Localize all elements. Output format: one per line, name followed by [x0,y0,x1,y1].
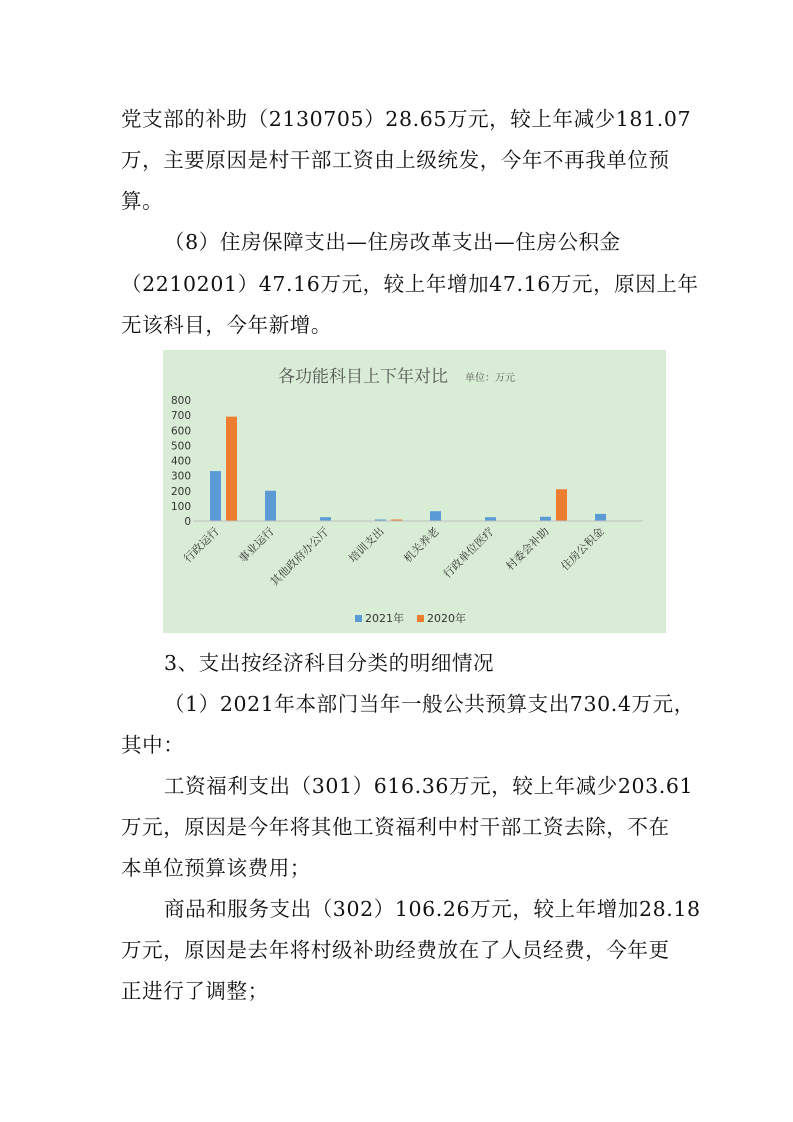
paragraph-line: 万元，原因是去年将村级补助经费放在了人员经费，今年更 [121,938,670,962]
x-tick-label: 机关养老 [401,524,442,566]
bar-series2 [556,489,567,521]
paragraph-line: （8）住房保障支出—住房改革支出—住房公积金 [164,230,621,254]
bar-series1 [320,517,331,521]
x-tick-label: 村委会补助 [503,524,552,574]
x-tick-label: 培训支出 [346,524,387,566]
bar-series1 [430,511,441,521]
bar-series1 [485,517,496,521]
chart-legend [355,611,466,625]
chart-bars [210,417,606,521]
chart-unit-note: 单位：万元 [465,373,515,384]
y-tick-label: 300 [170,470,191,483]
paragraph-line: 党支部的补助（2130705）28.65万元，较上年减少181.07 [121,107,692,131]
x-tick-label: 行政运行 [181,524,222,566]
paragraph-line: 商品和服务支出（302）106.26万元，较上年增加28.18 [164,897,701,921]
paragraph-line: （1）2021年本部门当年一般公共预算支出730.4万元， [164,692,695,716]
legend-label: 2020年 [427,612,466,625]
paragraph-line: 正进行了调整； [121,979,269,1003]
legend-label: 2021年 [365,612,404,625]
x-tick-label: 其他政府办公厅 [267,524,332,589]
section-heading: 3、支出按经济科目分类的明细情况 [164,651,495,675]
paragraph-line: 本单位预算该费用； [121,856,311,880]
bar-series1 [210,471,221,521]
bar-chart [163,350,666,633]
y-tick-label: 0 [184,516,191,528]
bar-series1 [595,514,606,521]
paragraph-line: （2210201）47.16万元，较上年增加47.16万元，原因上年 [121,272,699,296]
y-tick-label: 800 [170,395,191,407]
x-axis-categories [181,524,607,588]
y-tick-label: 600 [170,425,191,438]
bar-series1 [540,517,551,521]
legend-swatch [417,615,424,622]
x-tick-label: 住房公积金 [558,524,607,574]
x-tick-label: 事业运行 [236,524,277,566]
y-tick-label: 700 [170,410,191,423]
bar-series2 [226,417,237,521]
y-tick-label: 500 [170,440,191,453]
paragraph-line: 算。 [121,189,164,213]
legend-swatch [355,615,362,622]
y-tick-label: 100 [170,500,191,513]
paragraph-line: 无该科目，今年新增。 [121,313,332,337]
paragraph-line: 万，主要原因是村干部工资由上级统发，今年不再我单位预 [121,148,670,172]
x-tick-label: 行政单位医疗 [440,524,497,581]
chart-svg [163,350,666,633]
chart-title: 各功能科目上下年对比 [278,367,448,387]
bar-series1 [265,491,276,521]
paragraph-line: 工资福利支出（301）616.36万元，较上年减少203.61 [164,774,694,798]
paragraph-line: 万元，原因是今年将其他工资福利中村干部工资去除，不在 [121,815,670,839]
y-tick-label: 200 [170,485,191,498]
paragraph-line: 其中： [121,733,185,757]
y-tick-label: 400 [170,455,191,468]
y-axis-ticks [171,395,191,528]
